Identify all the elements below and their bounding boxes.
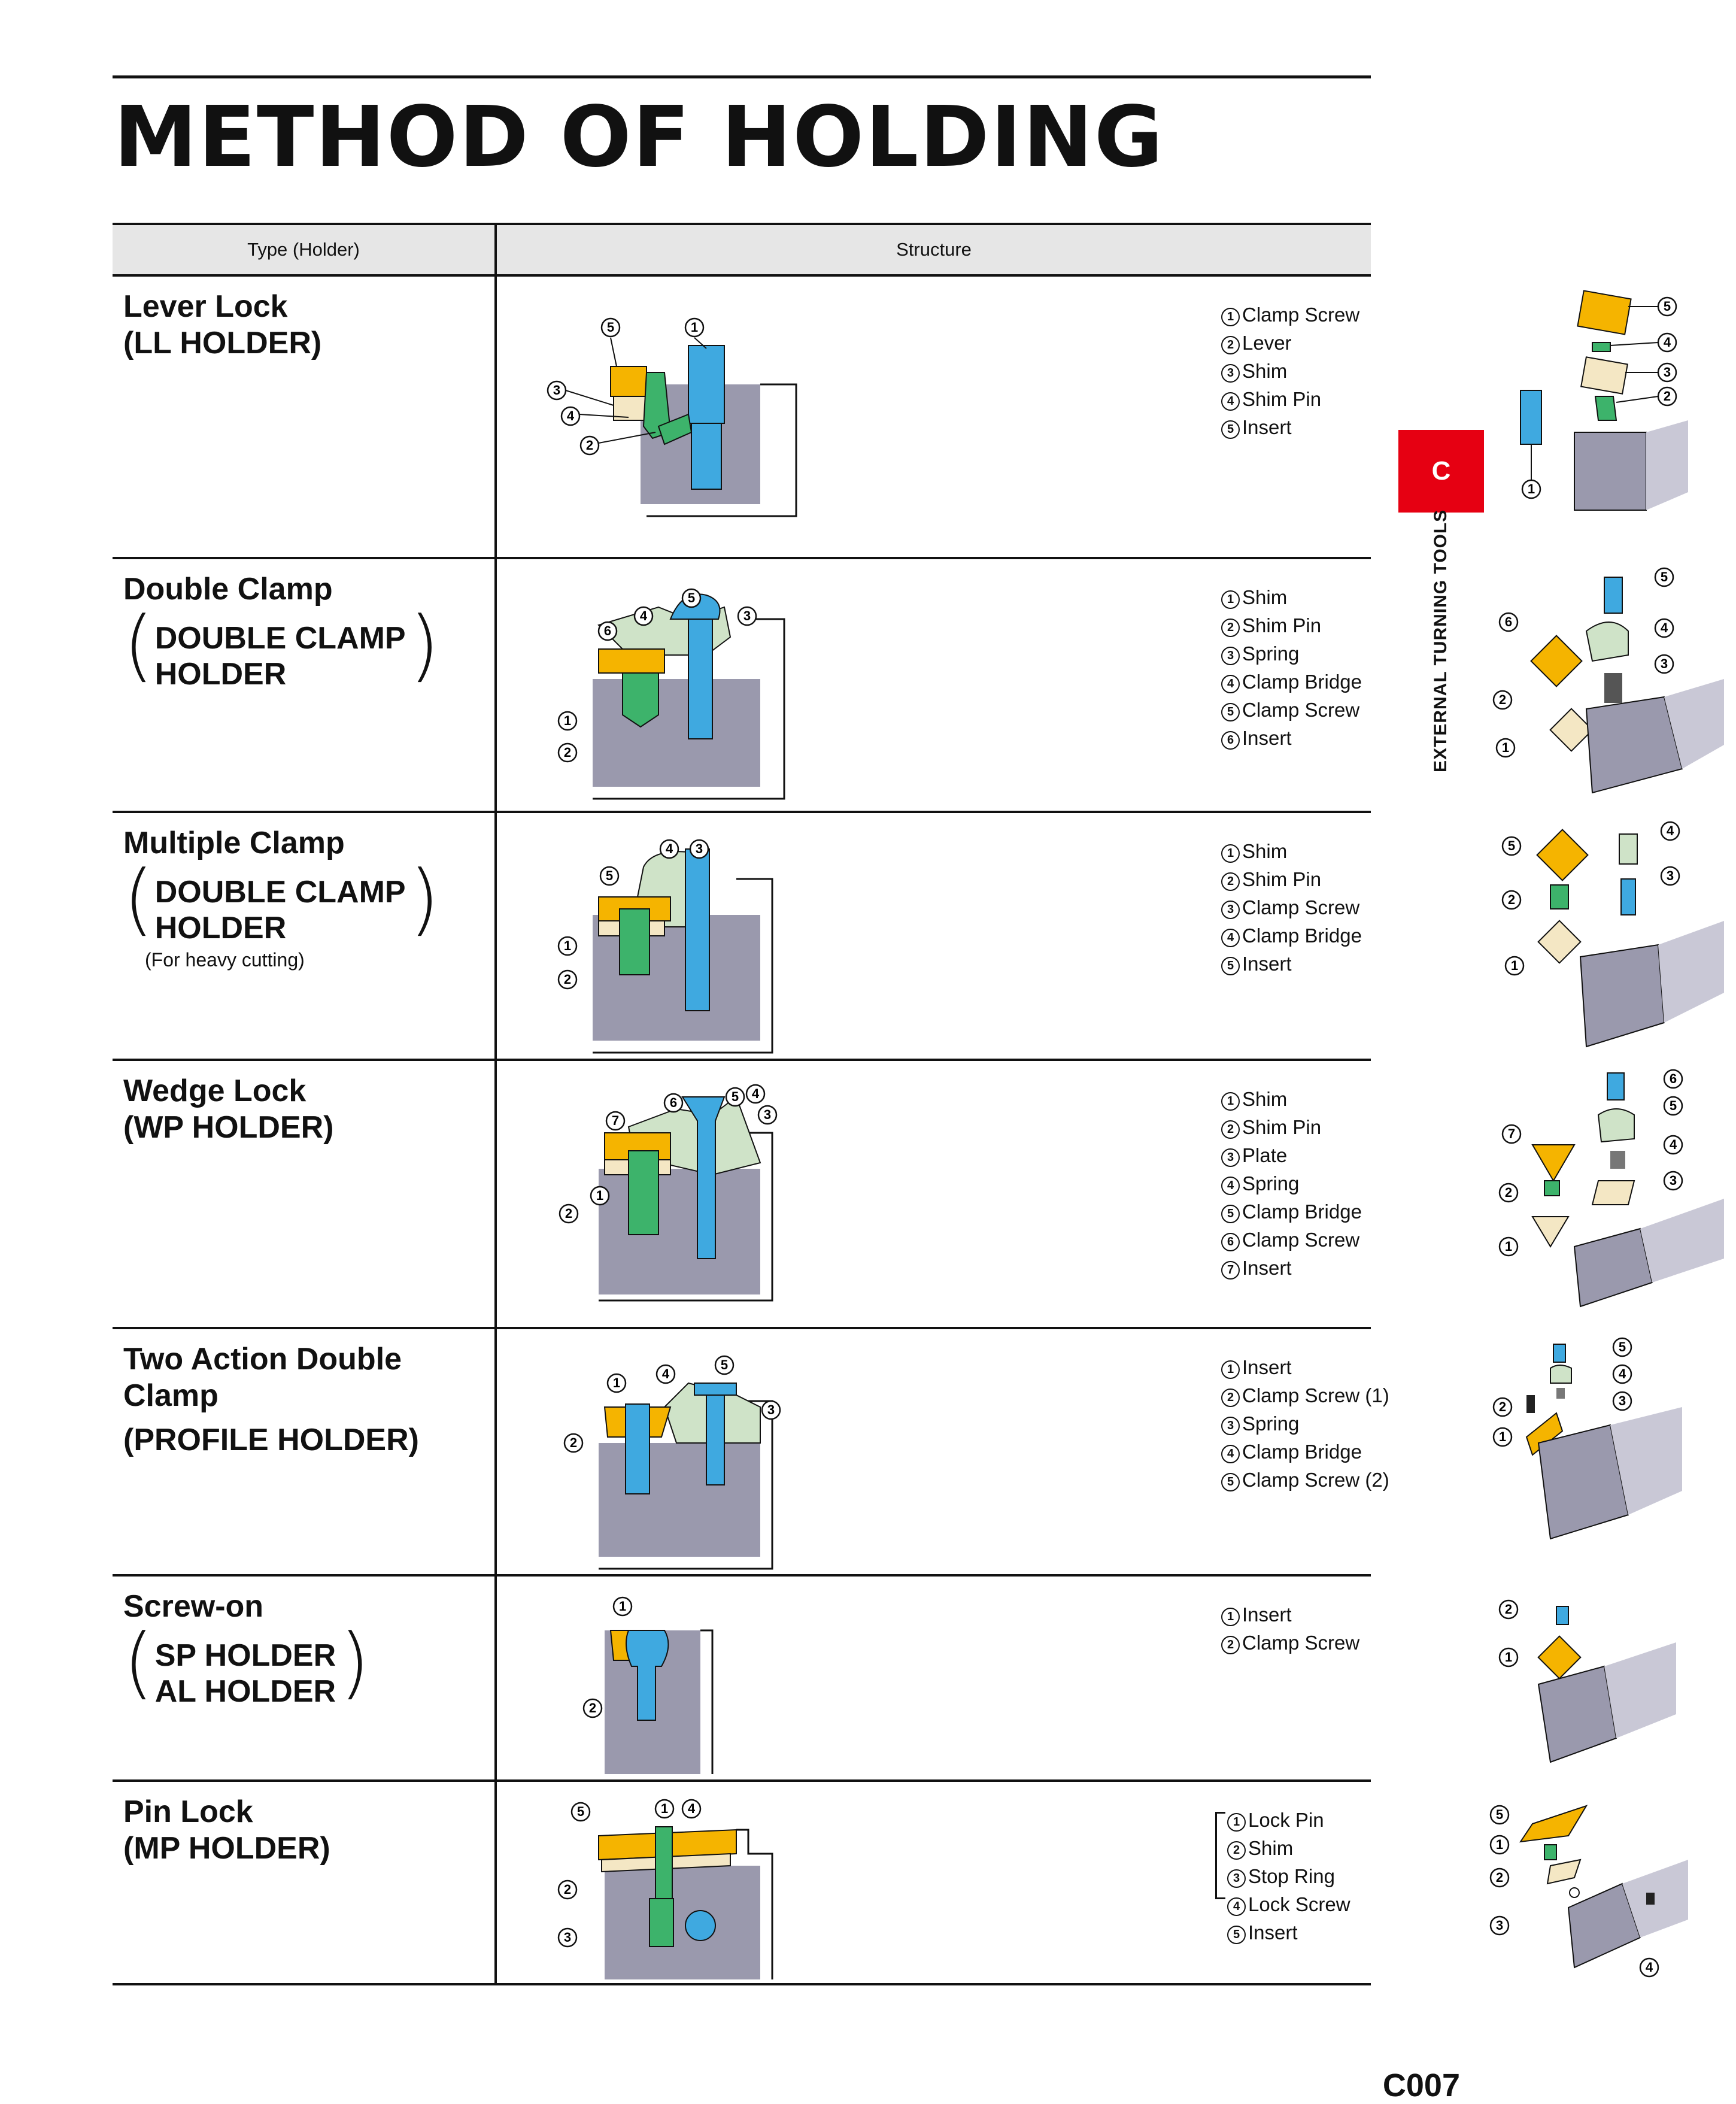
- svg-text:5: 5: [687, 590, 696, 605]
- list-item: 3 Stop Ring: [1227, 1862, 1350, 1890]
- list-item: 1 Lock Pin: [1227, 1806, 1350, 1834]
- svg-text:2: 2: [1495, 1870, 1504, 1885]
- exploded-view: [1485, 1067, 1736, 1318]
- svg-text:4: 4: [566, 408, 575, 423]
- list-item: 3 Spring: [1221, 639, 1362, 668]
- svg-text:2: 2: [569, 1435, 578, 1450]
- list-item: 3 Plate: [1221, 1141, 1362, 1169]
- svg-text:3: 3: [1663, 365, 1671, 380]
- svg-text:2: 2: [564, 1206, 573, 1221]
- holder-name: Two Action Double Clamp: [123, 1342, 402, 1414]
- header-structure: Structure: [496, 224, 1371, 275]
- exploded-view: [1485, 1335, 1736, 1575]
- section-diagram: [509, 571, 820, 811]
- section-diagram: [509, 289, 820, 540]
- svg-text:4: 4: [1669, 1137, 1677, 1152]
- svg-text:5: 5: [576, 1804, 585, 1819]
- list-item: 5 Insert: [1221, 950, 1362, 978]
- holder-code: ( SP HOLDER AL HOLDER ): [123, 1617, 370, 1709]
- parts-list: [1227, 1806, 1350, 1947]
- list-item: 4 Spring: [1221, 1169, 1362, 1197]
- svg-text:1: 1: [1504, 1650, 1513, 1665]
- svg-text:5: 5: [1495, 1807, 1504, 1822]
- type-cell: [113, 1781, 496, 1984]
- list-item: 4 Clamp Bridge: [1221, 1438, 1389, 1466]
- holder-code: ( DOUBLE CLAMP HOLDER ): [123, 599, 440, 692]
- parts-list: [1221, 301, 1359, 441]
- list-item: 3 Shim: [1221, 357, 1359, 385]
- list-item: 5 Clamp Bridge: [1221, 1197, 1362, 1226]
- svg-text:4: 4: [661, 1366, 670, 1381]
- svg-text:5: 5: [1660, 569, 1668, 584]
- svg-text:3: 3: [553, 383, 561, 398]
- type-cell: [113, 558, 496, 812]
- svg-text:4: 4: [687, 1801, 696, 1816]
- svg-text:5: 5: [606, 320, 615, 335]
- svg-text:2: 2: [1498, 1399, 1507, 1414]
- parts-list: [1221, 837, 1362, 978]
- svg-text:6: 6: [603, 623, 612, 638]
- list-item: 1 Shim: [1221, 583, 1362, 611]
- holder-name: Lever Lock: [123, 289, 288, 324]
- svg-text:5: 5: [1663, 299, 1671, 314]
- svg-text:2: 2: [588, 1700, 597, 1715]
- structure-cell: [496, 1781, 1653, 1984]
- table-row: [113, 1575, 1371, 1781]
- svg-text:2: 2: [585, 438, 594, 453]
- svg-text:7: 7: [611, 1113, 620, 1128]
- list-item: 3 Spring: [1221, 1409, 1389, 1438]
- holder-code: ( DOUBLE CLAMP HOLDER ): [123, 853, 440, 946]
- svg-text:1: 1: [1527, 481, 1535, 496]
- table-row: [113, 1060, 1371, 1328]
- top-rule: [113, 75, 1371, 78]
- section-diagram: [509, 1073, 820, 1324]
- list-item: 2 Shim Pin: [1221, 865, 1362, 893]
- svg-text:5: 5: [1669, 1098, 1677, 1113]
- exploded-view: [1485, 283, 1736, 534]
- svg-text:1: 1: [1498, 1429, 1507, 1444]
- svg-text:4: 4: [1660, 620, 1668, 635]
- svg-text:6: 6: [1669, 1071, 1677, 1086]
- holder-name: Pin Lock: [123, 1794, 253, 1829]
- section-diagram: [509, 1588, 820, 1786]
- list-item: 1 Shim: [1221, 837, 1362, 865]
- svg-text:2: 2: [563, 1882, 572, 1897]
- svg-text:1: 1: [1504, 1239, 1513, 1254]
- list-item: 2 Clamp Screw: [1221, 1629, 1359, 1657]
- exploded-view: [1485, 1582, 1736, 1780]
- list-item: 3 Clamp Screw: [1221, 893, 1362, 921]
- list-item: 1 Clamp Screw: [1221, 301, 1359, 329]
- type-cell: [113, 275, 496, 558]
- svg-text:2: 2: [563, 972, 572, 987]
- exploded-view: [1485, 1788, 1736, 1985]
- svg-text:4: 4: [665, 841, 673, 856]
- list-item: 4 Clamp Bridge: [1221, 668, 1362, 696]
- list-item: 2 Lever: [1221, 329, 1359, 357]
- svg-text:1: 1: [563, 713, 572, 728]
- list-item: 5 Insert: [1221, 413, 1359, 441]
- svg-text:3: 3: [1669, 1173, 1677, 1188]
- svg-text:2: 2: [563, 745, 572, 760]
- type-cell: [113, 812, 496, 1060]
- header-type: Type (Holder): [113, 224, 496, 275]
- svg-text:3: 3: [695, 841, 703, 856]
- svg-text:1: 1: [612, 1375, 621, 1390]
- holder-name: Screw-on: [123, 1589, 264, 1624]
- list-item: 2 Shim Pin: [1221, 1113, 1362, 1141]
- svg-text:1: 1: [1495, 1837, 1504, 1852]
- section-diagram: [509, 1341, 820, 1581]
- svg-text:1: 1: [1501, 740, 1510, 755]
- svg-text:3: 3: [763, 1107, 772, 1122]
- svg-text:1: 1: [596, 1188, 604, 1203]
- svg-text:5: 5: [1618, 1339, 1626, 1354]
- svg-text:3: 3: [1660, 656, 1668, 671]
- svg-text:4: 4: [639, 608, 648, 623]
- structure-cell: [496, 1328, 1626, 1575]
- parts-list: [1221, 1353, 1389, 1494]
- svg-text:4: 4: [1618, 1366, 1626, 1381]
- list-item: 1 Shim: [1221, 1085, 1362, 1113]
- svg-text:2: 2: [1504, 1185, 1513, 1200]
- holder-code: (WP HOLDER): [123, 1110, 334, 1145]
- svg-text:3: 3: [1666, 868, 1674, 883]
- parts-list: [1221, 583, 1362, 752]
- list-item: 6 Insert: [1221, 724, 1362, 752]
- svg-text:4: 4: [1666, 823, 1674, 838]
- holder-note: (For heavy cutting): [145, 948, 305, 971]
- holder-code: (MP HOLDER): [123, 1831, 330, 1866]
- parts-list: [1221, 1600, 1359, 1657]
- svg-text:3: 3: [743, 608, 751, 623]
- svg-text:4: 4: [1645, 1960, 1653, 1975]
- list-item: 4 Clamp Bridge: [1221, 921, 1362, 950]
- section-tab[interactable]: C: [1398, 430, 1484, 513]
- svg-text:3: 3: [1618, 1393, 1626, 1408]
- type-cell: [113, 1060, 496, 1328]
- structure-cell: [496, 1575, 1513, 1781]
- svg-text:3: 3: [1495, 1918, 1504, 1933]
- exploded-view: [1485, 565, 1736, 805]
- list-item: 1 Insert: [1221, 1600, 1359, 1629]
- structure-cell: [496, 1060, 1677, 1328]
- list-item: 5 Insert: [1227, 1918, 1350, 1947]
- holder-name: Wedge Lock: [123, 1074, 306, 1108]
- svg-text:5: 5: [720, 1357, 729, 1372]
- page-title: METHOD OF HOLDING: [114, 89, 1164, 186]
- holder-name: Multiple Clamp: [123, 826, 345, 860]
- table-row: [113, 812, 1371, 1060]
- svg-text:2: 2: [1504, 1602, 1513, 1617]
- table-header-row: [113, 224, 1371, 275]
- structure-cell: [496, 275, 1671, 558]
- type-cell: [113, 1575, 496, 1781]
- svg-text:3: 3: [563, 1930, 572, 1945]
- section-diagram: [509, 825, 820, 1065]
- table-row: [113, 1781, 1371, 1984]
- holder-code: (PROFILE HOLDER): [123, 1422, 419, 1457]
- svg-text:6: 6: [669, 1095, 678, 1110]
- svg-text:5: 5: [1507, 838, 1516, 853]
- svg-text:1: 1: [660, 1801, 669, 1816]
- holder-name: Double Clamp: [123, 572, 333, 607]
- parts-list: [1221, 1085, 1362, 1282]
- list-item: 5 Clamp Screw: [1221, 696, 1362, 724]
- svg-text:5: 5: [731, 1089, 739, 1104]
- svg-text:2: 2: [1507, 892, 1516, 907]
- svg-text:5: 5: [605, 868, 614, 883]
- svg-text:1: 1: [1510, 958, 1519, 973]
- section-label: EXTERNAL TURNING TOOLS: [1431, 509, 1450, 772]
- svg-text:2: 2: [1498, 692, 1507, 707]
- svg-text:1: 1: [690, 320, 699, 335]
- section-diagram: [509, 1794, 820, 1991]
- table-row: [113, 558, 1371, 812]
- page-number: C007: [1382, 2067, 1460, 2103]
- list-item: 4 Shim Pin: [1221, 385, 1359, 413]
- list-item: 1 Insert: [1221, 1353, 1389, 1381]
- exploded-view: [1485, 819, 1736, 1059]
- list-item: 2 Shim Pin: [1221, 611, 1362, 639]
- bracket: [1215, 1812, 1225, 1899]
- svg-text:4: 4: [751, 1086, 760, 1101]
- svg-text:3: 3: [767, 1402, 775, 1417]
- table-row: [113, 275, 1371, 558]
- svg-text:4: 4: [1663, 335, 1671, 350]
- list-item: 4 Lock Screw: [1227, 1890, 1350, 1918]
- svg-text:2: 2: [1663, 389, 1671, 404]
- list-item: 7 Insert: [1221, 1254, 1362, 1282]
- list-item: 2 Clamp Screw (1): [1221, 1381, 1389, 1409]
- type-cell: [113, 1328, 496, 1575]
- list-item: 5 Clamp Screw (2): [1221, 1466, 1389, 1494]
- table-row: [113, 1328, 1371, 1575]
- list-item: 6 Clamp Screw: [1221, 1226, 1362, 1254]
- list-item: 2 Shim: [1227, 1834, 1350, 1862]
- svg-text:6: 6: [1504, 614, 1513, 629]
- holder-code: (LL HOLDER): [123, 326, 322, 361]
- structure-cell: [496, 812, 1674, 1060]
- svg-text:1: 1: [563, 938, 572, 953]
- svg-text:7: 7: [1507, 1126, 1516, 1141]
- svg-text:1: 1: [618, 1599, 627, 1614]
